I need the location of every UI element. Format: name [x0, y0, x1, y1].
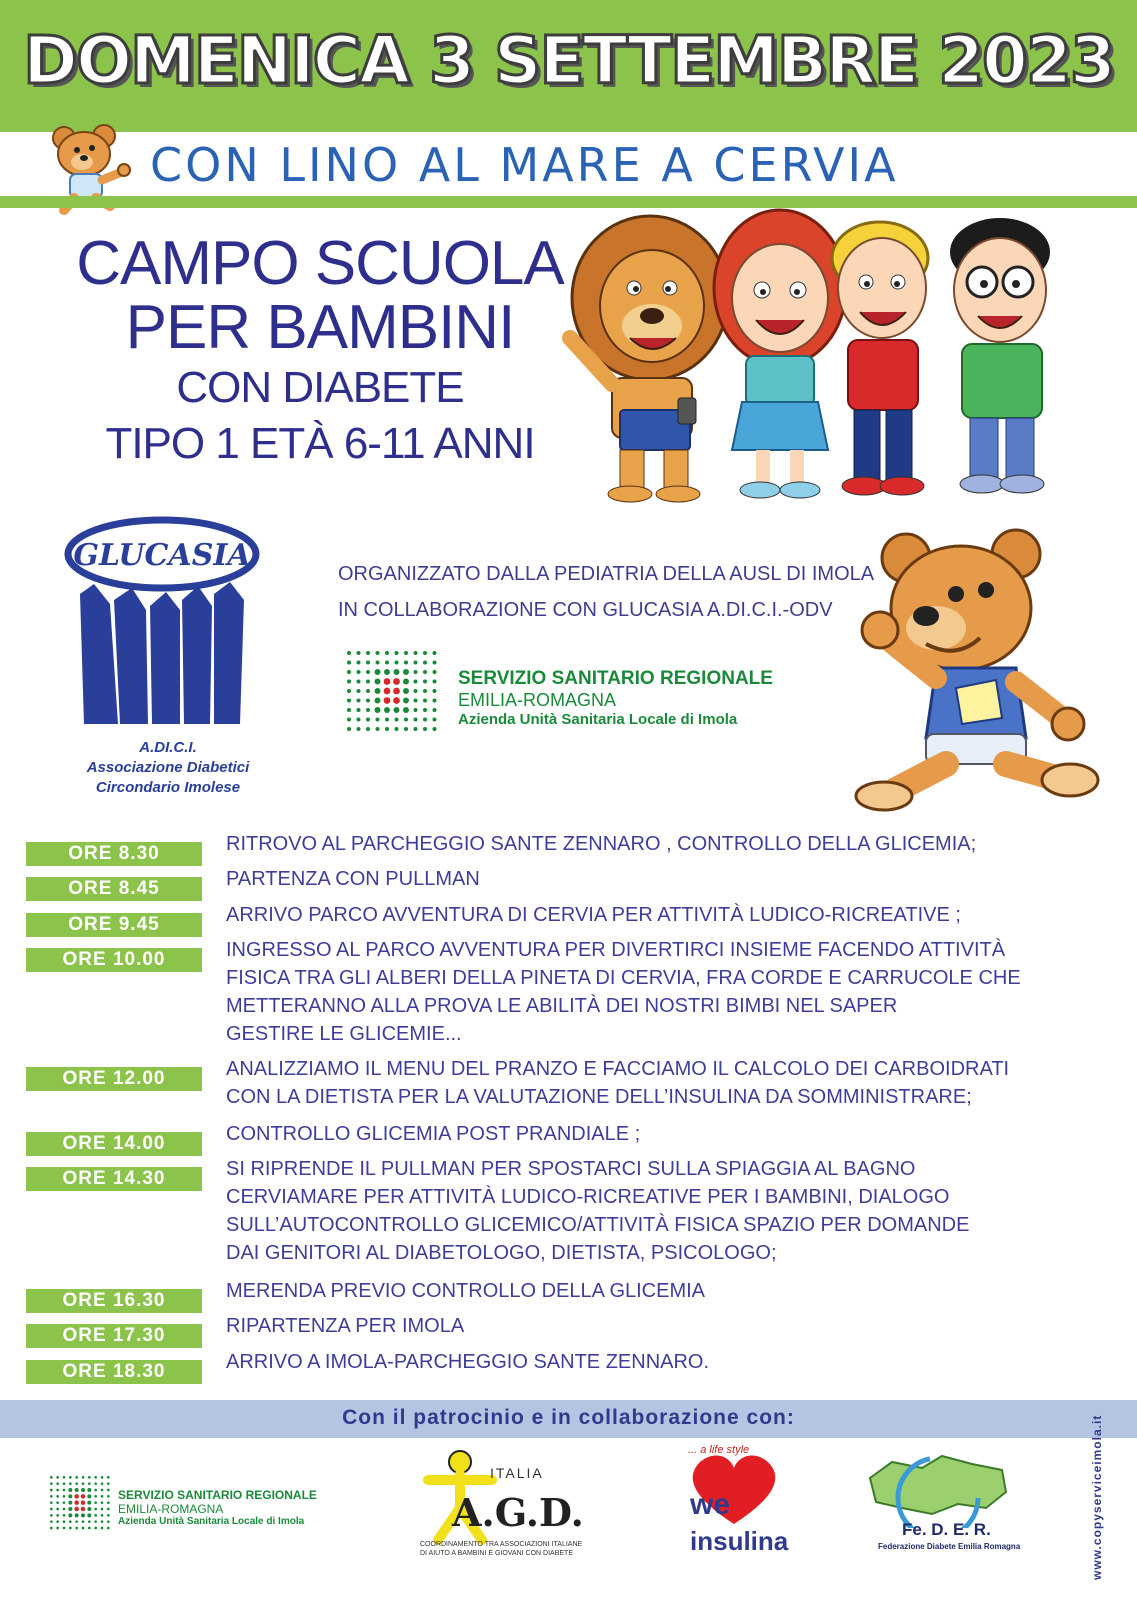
ssr-logo-dot [87, 1488, 91, 1492]
ssr-logo-dot [56, 1476, 59, 1479]
ssr-logo-dot [347, 699, 351, 703]
ssr-logo-dot [404, 651, 408, 655]
ssr-logo-dot [433, 670, 437, 674]
ssr-logo-dot [50, 1501, 53, 1504]
schedule-description [226, 830, 1106, 858]
schedule-description-line: MERENDA PREVIO CONTROLLO DELLA GLICEMIA [226, 1280, 706, 1302]
schedule-time-badge: ORE 16.30 [26, 1289, 202, 1313]
schedule-description-line: ARRIVO PARCO AVVENTURA DI CERVIA PER ATTIVITÀ LUDICO-RICREATIVE ; [226, 904, 961, 926]
ssr-logo-dot [74, 1494, 79, 1499]
agd-letters: A.G.D. [452, 1490, 584, 1535]
ssr-logo-dot [101, 1527, 104, 1530]
patronage-title: Con il patrocinio e in collaborazione con: [342, 1406, 795, 1429]
ssr-logo-dot [394, 707, 400, 713]
schedule-time-badge: ORE 9.45 [26, 913, 202, 937]
schedule-time-badge: ORE 10.00 [26, 948, 202, 972]
ssr-logo-dot [82, 1527, 85, 1530]
ssr-logo-dot [94, 1520, 97, 1523]
schedule-time-badge: ORE 8.45 [26, 877, 202, 901]
ssr-logo-dot [74, 1500, 79, 1505]
ssr-logo-dot [376, 651, 380, 655]
ssr-logo-dot [357, 670, 361, 674]
ssr-logo-dot [423, 689, 427, 693]
glucasia-caption-line3: Circondario Imolese [95, 779, 241, 796]
ssr-logo-dot [101, 1514, 104, 1517]
ssr-logo-dot [376, 661, 380, 665]
agd-caption-line1: COORDINAMENTO TRA ASSOCIAZIONI ITALIANE [420, 1541, 583, 1548]
ssr-logo-dot [403, 679, 409, 685]
ssr-logo-dot [75, 1520, 78, 1523]
ssr-logo-dot [81, 1513, 85, 1517]
ssr-logo-dot [81, 1494, 86, 1499]
ssr-logo-dot [395, 651, 399, 655]
ssr-logo-dot [82, 1520, 85, 1523]
ssr-logo-dot [366, 708, 370, 712]
glucasia-logo-text: GLUCASIA [73, 538, 251, 573]
schedule-description [226, 1120, 1106, 1148]
ssr-logo-dot [63, 1495, 66, 1498]
ssr-logo-dot [107, 1489, 110, 1492]
ssr-line2: EMILIA-ROMAGNA [458, 690, 617, 710]
glucasia-caption-line1: A.DI.C.I. [139, 739, 197, 756]
schedule-time-badge: ORE 17.30 [26, 1324, 202, 1348]
schedule-description-line: CERVIAMARE PER ATTIVITÀ LUDICO-RICREATIVE PER I BAMBINI, DIALOGO [226, 1186, 950, 1208]
camp-title [40, 229, 600, 472]
ssr-dot-logo-small [48, 1474, 112, 1534]
ssr-logo-dot [107, 1527, 110, 1530]
glucasia-logo [62, 514, 262, 736]
we-insulina: insulina [690, 1526, 789, 1556]
ssr-logo-dot [404, 727, 408, 731]
ssr-logo-dot [414, 680, 418, 684]
ssr-logo-dot [87, 1513, 91, 1517]
ssr-logo-dot [375, 688, 381, 694]
ssr-logo-dot [395, 661, 399, 665]
ssr-logo-dot [87, 1494, 91, 1498]
ssr-logo-dot [75, 1482, 78, 1485]
schedule-description-line: ANALIZZIAMO IL MENU DEL PRANZO E FACCIAMO IL CALCOLO DEI CARBOIDRATI [226, 1058, 1010, 1080]
ssr-logo-dot [94, 1495, 97, 1498]
ssr-logo-dot [94, 1527, 97, 1530]
ssr-logo-dot [375, 679, 381, 685]
schedule-time-badge: ORE 14.00 [26, 1132, 202, 1156]
ssr-logo-dot [414, 727, 418, 731]
ssr-logo-dot [414, 651, 418, 655]
schedule-description [226, 1348, 1106, 1376]
schedule-description-line: ARRIVO A IMOLA-PARCHEGGIO SANTE ZENNARO. [226, 1351, 710, 1373]
ssr-logo-dot [423, 727, 427, 731]
ssr-logo-dot [94, 1476, 97, 1479]
event-subtitle: CON LINO AL MARE A CERVIA [150, 138, 899, 192]
ssr-logo-dot [94, 1501, 97, 1504]
ssr-logo-dot [107, 1514, 110, 1517]
ssr-logo-dot [347, 689, 351, 693]
ssr-logo-dot [88, 1482, 91, 1485]
ssr-logo-dot [384, 669, 390, 675]
ssr-logo-dot [366, 670, 370, 674]
ssr-logo-dot [347, 727, 351, 731]
schedule-time-badge: ORE 8.30 [26, 842, 202, 866]
ssr-logo-dot [366, 661, 370, 665]
ssr-logo-dot [366, 680, 370, 684]
ssr-logo-dot [50, 1527, 53, 1530]
ssr-logo-dot [81, 1500, 86, 1505]
glucasia-caption [58, 738, 278, 798]
schedule-description-line: GESTIRE LE GLICEMIE... [226, 1023, 462, 1045]
ssr-logo-dot [366, 718, 370, 722]
ssr-logo-dot [63, 1482, 66, 1485]
ssr-logo-dot [394, 669, 400, 675]
ssr-logo-dot [385, 718, 389, 722]
ssr-logo-dot [414, 670, 418, 674]
ssr-logo-dot [357, 718, 361, 722]
feder-caption: Federazione Diabete Emilia Romagna [878, 1542, 1021, 1551]
ssr-logo-dot [414, 699, 418, 703]
ssr-logo-dot [395, 718, 399, 722]
ssr-line1: SERVIZIO SANITARIO REGIONALE [458, 668, 773, 689]
ssr-logo-dot [347, 718, 351, 722]
feder-name: Fe. D. E. R. [902, 1520, 991, 1539]
schedule-description [226, 1055, 1106, 1111]
ssr-logo-dot [82, 1476, 85, 1479]
ssr-logo-dot [414, 708, 418, 712]
schedule-description-line: SULL’AUTOCONTROLLO GLICEMICO/ATTIVITÀ FISICA SPAZIO PER DOMANDE [226, 1214, 970, 1236]
ssr-logo-dot [101, 1482, 104, 1485]
ssr-logo-dot [423, 670, 427, 674]
sponsor-ssr-text [118, 1488, 317, 1527]
ssr-logo-dot [94, 1482, 97, 1485]
ssr-logo-dot [101, 1520, 104, 1523]
ssr-logo-dot [384, 707, 390, 713]
ssr-logo-dot [63, 1501, 66, 1504]
ssr-logo-dot [63, 1514, 66, 1517]
schedule-description-line: FISICA TRA GLI ALBERI DELLA PINETA DI CERVIA, FRA CORDE E CARRUCOLE CHE [226, 967, 1021, 989]
ssr-logo-dot [56, 1495, 59, 1498]
ssr-logo-dot [56, 1508, 59, 1511]
schedule-description-line: CONTROLLO GLICEMIA POST PRANDIALE ; [226, 1123, 641, 1145]
ssr-logo-dot [88, 1527, 91, 1530]
ssr-logo-dot [63, 1476, 66, 1479]
ssr-logo-dot [101, 1508, 104, 1511]
ssr-logo-dot [433, 699, 437, 703]
ssr-dot-logo [344, 648, 440, 738]
ssr-logo-dot [357, 689, 361, 693]
ssr-logo-dot [94, 1489, 97, 1492]
ssr-logo-dot [94, 1508, 97, 1511]
ssr-logo-dot [403, 688, 409, 694]
ssr-logo-dot [75, 1527, 78, 1530]
ssr-logo-dot [107, 1476, 110, 1479]
ssr-logo-dot [433, 708, 437, 712]
schedule-description [226, 1277, 1106, 1305]
ssr-logo-dot [82, 1482, 85, 1485]
schedule-description [226, 936, 1106, 1048]
organizer-line2: IN COLLABORAZIONE CON GLUCASIA A.DI.C.I.-ODV [338, 599, 833, 621]
schedule-description-line: DAI GENITORI AL DIABETOLOGO, DIETISTA, PSICOLOGO; [226, 1242, 777, 1264]
ssr-logo-dot [107, 1501, 110, 1504]
ssr-logo-dot [347, 661, 351, 665]
side-url: www.copyserviceimola.it [1090, 1414, 1104, 1580]
ssr-logo-dot [423, 708, 427, 712]
schedule-description [226, 865, 1106, 893]
sponsor-ssr-line3: Azienda Unità Sanitaria Locale di Imola [118, 1516, 305, 1527]
ssr-logo-dot [50, 1476, 53, 1479]
ssr-logo-dot [50, 1520, 53, 1523]
ssr-logo-dot [56, 1501, 59, 1504]
ssr-logo-dot [376, 727, 380, 731]
we-tagline: ... a life style [688, 1444, 750, 1456]
event-date-title: DOMENICA 3 SETTEMBRE 2023 [23, 22, 1114, 99]
camp-title-line1: CAMPO SCUOLA [76, 229, 564, 298]
camp-title-line4: TIPO 1 ETÀ 6-11 ANNI [105, 419, 535, 468]
ssr-logo-dot [69, 1476, 72, 1479]
ssr-logo-dot [375, 669, 381, 675]
schedule-description-line: PARTENZA CON PULLMAN [226, 868, 480, 890]
sponsor-ssr-line1: SERVIZIO SANITARIO REGIONALE [118, 1488, 317, 1502]
camp-title-line3: CON DIABETE [176, 363, 464, 412]
bear-mascot-running-illustration [826, 528, 1112, 814]
ssr-line3: Azienda Unità Sanitaria Locale di Imola [458, 711, 738, 728]
ssr-logo-dot [81, 1507, 86, 1512]
ssr-logo-dot [404, 661, 408, 665]
ssr-logo-dot [357, 661, 361, 665]
ssr-logo-dot [68, 1488, 72, 1492]
sponsor-ssr-line2: EMILIA-ROMAGNA [118, 1502, 224, 1516]
ssr-logo-dot [107, 1495, 110, 1498]
ssr-logo-dot [393, 688, 400, 695]
ssr-logo-dot [384, 697, 391, 704]
ssr-logo-dot [347, 670, 351, 674]
ssr-logo-dot [433, 689, 437, 693]
glucasia-caption-line2: Associazione Diabetici [86, 759, 250, 776]
ssr-logo-dot [88, 1520, 91, 1523]
agd-italia-label: ITALIA [490, 1465, 544, 1481]
ssr-logo-dot [366, 699, 370, 703]
ssr-logo-dot [50, 1508, 53, 1511]
ssr-logo-dot [366, 727, 370, 731]
ssr-logo-dot [375, 707, 381, 713]
ssr-logo-dot [56, 1514, 59, 1517]
ssr-logo-dot [87, 1501, 91, 1505]
schedule-description-line: CON LA DIETISTA PER LA VALUTAZIONE DELL’INSULINA DA SOMMINISTRARE; [226, 1086, 972, 1108]
ssr-logo-dot [107, 1520, 110, 1523]
ssr-logo-dot [433, 651, 437, 655]
ssr-logo-dot [357, 651, 361, 655]
schedule-description-line: METTERANNO ALLA PROVA LE ABILITÀ DEI NOSTRI BIMBI NEL SAPER [226, 995, 898, 1017]
ssr-logo-dot [423, 651, 427, 655]
ssr-logo-dot [101, 1476, 104, 1479]
ssr-logo-dot [357, 708, 361, 712]
schedule-time-badge: ORE 18.30 [26, 1360, 202, 1384]
feder-region-map-logo [862, 1448, 1012, 1528]
ssr-logo-dot [376, 718, 380, 722]
ssr-logo-dot [384, 678, 391, 685]
ssr-logo-dot [50, 1482, 53, 1485]
ssr-logo-dot [63, 1520, 66, 1523]
schedule-description-line: SI RIPRENDE IL PULLMAN PER SPOSTARCI SULLA SPIAGGIA AL BAGNO [226, 1158, 916, 1180]
ssr-logo-dot [385, 661, 389, 665]
ssr-logo-dot [68, 1501, 72, 1505]
ssr-logo-dot [433, 727, 437, 731]
schedule-description-line: RIPARTENZA PER IMOLA [226, 1315, 465, 1337]
ssr-logo-dot [347, 680, 351, 684]
ssr-logo-dot [366, 689, 370, 693]
ssr-logo-dot [375, 698, 381, 704]
agd-caption [420, 1540, 610, 1558]
ssr-logo-dot [87, 1507, 91, 1511]
ssr-logo-dot [393, 697, 400, 704]
ssr-logo-dot [423, 661, 427, 665]
ssr-logo-dot [74, 1507, 79, 1512]
ssr-logo-dot [81, 1488, 85, 1492]
schedule-time-badge: ORE 12.00 [26, 1067, 202, 1091]
ssr-logo-dot [101, 1501, 104, 1504]
ssr-logo-dot [50, 1495, 53, 1498]
ssr-logo-dot [393, 678, 400, 685]
organizer-text [338, 556, 874, 628]
ssr-logo-dot [107, 1482, 110, 1485]
ssr-logo-dot [357, 699, 361, 703]
ssr-logo-dot [385, 727, 389, 731]
ssr-logo-dot [433, 718, 437, 722]
ssr-logo-dot [423, 680, 427, 684]
ssr-logo-dot [68, 1513, 72, 1517]
ssr-logo-dot [56, 1489, 59, 1492]
ssr-logo-dot [69, 1482, 72, 1485]
ssr-logo-dot [385, 651, 389, 655]
ssr-logo-dot [414, 689, 418, 693]
ssr-logo-dot [404, 718, 408, 722]
ssr-logo-dot [403, 698, 409, 704]
ssr-logo-dot [414, 718, 418, 722]
ssr-logo-dot [101, 1495, 104, 1498]
ssr-logo-dot [68, 1494, 72, 1498]
ssr-logo-dot [366, 651, 370, 655]
ssr-logo-dot [63, 1508, 66, 1511]
ssr-logo-dot [433, 680, 437, 684]
children-characters-illustration [560, 188, 1080, 508]
ssr-logo-dot [56, 1527, 59, 1530]
ssr-logo-dot [423, 718, 427, 722]
ssr-logo-dot [94, 1514, 97, 1517]
camp-title-line2: PER BAMBINI [125, 293, 515, 362]
ssr-logo-dot [347, 651, 351, 655]
ssr-logo-dot [384, 688, 391, 695]
ssr-logo-dot [56, 1520, 59, 1523]
ssr-logo-dot [88, 1476, 91, 1479]
ssr-logo-dot [50, 1514, 53, 1517]
schedule-description [226, 1155, 1106, 1267]
ssr-logo-dot [75, 1488, 79, 1492]
ssr-logo-dot [63, 1527, 66, 1530]
schedule-description-line: INGRESSO AL PARCO AVVENTURA PER DIVERTIRCI INSIEME FACENDO ATTIVITÀ [226, 939, 1006, 961]
ssr-logo-dot [50, 1489, 53, 1492]
ssr-text [458, 668, 773, 728]
ssr-logo-dot [403, 707, 409, 713]
ssr-logo-dot [75, 1476, 78, 1479]
schedule-time-badge: ORE 14.30 [26, 1167, 202, 1191]
ssr-logo-dot [107, 1508, 110, 1511]
ssr-logo-dot [433, 661, 437, 665]
ssr-logo-dot [347, 708, 351, 712]
ssr-logo-dot [68, 1507, 72, 1511]
schedule-description [226, 1312, 1106, 1340]
agd-caption-line2: DI AIUTO A BAMBINI E GIOVANI CON DIABETE [420, 1550, 573, 1557]
schedule-description-line: RITROVO AL PARCHEGGIO SANTE ZENNARO , CONTROLLO DELLA GLICEMIA; [226, 833, 977, 855]
ssr-logo-dot [63, 1489, 66, 1492]
ssr-logo-dot [403, 669, 409, 675]
ssr-logo-dot [69, 1520, 72, 1523]
ssr-logo-dot [395, 727, 399, 731]
ssr-logo-dot [357, 680, 361, 684]
organizer-line1: ORGANIZZATO DALLA PEDIATRIA DELLA AUSL DI IMOLA [338, 563, 875, 585]
ssr-logo-dot [69, 1527, 72, 1530]
ssr-logo-dot [414, 661, 418, 665]
we-word: we [690, 1488, 731, 1521]
ssr-logo-dot [75, 1513, 79, 1517]
schedule-description [226, 901, 1106, 929]
ssr-logo-dot [357, 727, 361, 731]
ssr-logo-dot [101, 1489, 104, 1492]
ssr-logo-dot [423, 699, 427, 703]
ssr-logo-dot [56, 1482, 59, 1485]
